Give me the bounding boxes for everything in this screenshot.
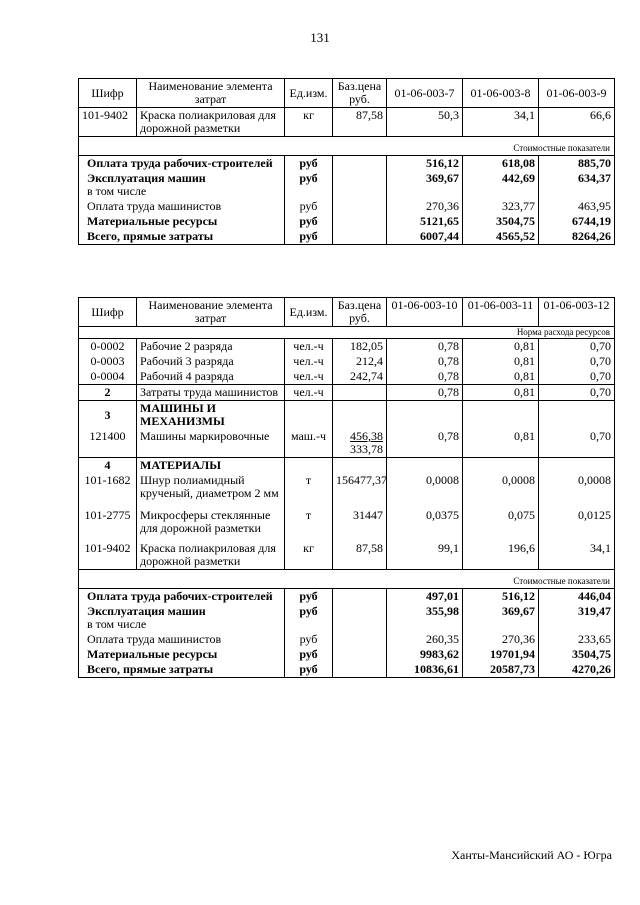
cell-value: 0,70: [539, 385, 615, 401]
header-cell: 01-06-003-8: [463, 79, 539, 108]
section-label: Стоимостные показатели: [79, 570, 615, 589]
summary-value: 442,69: [463, 171, 539, 199]
cell-name: Машины маркировочные: [137, 429, 285, 458]
cell-value: 0,81: [463, 369, 539, 385]
header-cell: Баз.цена руб.: [333, 298, 387, 327]
summary-row: [79, 604, 615, 632]
cell-code: 0-0003: [79, 354, 137, 369]
cell-value: 50,3: [387, 108, 463, 137]
page-number: 131: [310, 30, 330, 45]
cell-code: 0-0004: [79, 369, 137, 385]
section-number: 3: [79, 401, 137, 430]
summary-row: [79, 156, 615, 172]
summary-value: 369,67: [463, 604, 539, 632]
page-footer: Ханты-Мансийский АО - Югра: [451, 848, 612, 862]
summary-row: [79, 171, 615, 199]
section-header: [79, 137, 615, 156]
summary-value: 6744,19: [539, 214, 615, 229]
summary-value: 355,98: [387, 604, 463, 632]
summary-unit: руб: [285, 229, 333, 245]
cell-unit: чел.-ч: [285, 385, 333, 401]
summary-name: Оплата труда рабочих-строителей: [79, 156, 285, 172]
cell-price: 31447: [333, 501, 387, 536]
table-row: [79, 536, 615, 570]
summary-value: 369,67: [387, 171, 463, 199]
cell-unit: чел.-ч: [285, 354, 333, 369]
header-cell: Баз.цена руб.: [333, 79, 387, 108]
table-row: [79, 458, 615, 474]
summary-value: 463,95: [539, 199, 615, 214]
summary-row: [79, 589, 615, 605]
header-cell: Ед.изм.: [285, 79, 333, 108]
cell-price-alt: 333,78: [350, 442, 383, 456]
table-row: [79, 354, 615, 369]
table-row: [79, 401, 615, 430]
summary-unit: руб: [285, 199, 333, 214]
summary-value: 4565,52: [463, 229, 539, 245]
summary-value: 270,36: [463, 632, 539, 647]
table-row: [79, 429, 615, 458]
cell-value: 0,78: [387, 369, 463, 385]
header-cell: Наименование элемента затрат: [137, 79, 285, 108]
cell-name: Затраты труда машинистов: [137, 385, 285, 401]
header-cell: Наименование элемента затрат: [137, 298, 285, 327]
summary-value: 3504,75: [463, 214, 539, 229]
summary-name: Всего, прямые затраты: [79, 229, 285, 245]
cell-code: 121400: [79, 429, 137, 458]
cell-price: 456,38: [350, 429, 383, 443]
cell-name: Рабочий 3 разряда: [137, 354, 285, 369]
summary-value: 3504,75: [539, 647, 615, 662]
cell-code: 101-9402: [79, 536, 137, 570]
table-row: [79, 369, 615, 385]
cell-name: Рабочий 4 разряда: [137, 369, 285, 385]
summary-value: 4270,26: [539, 662, 615, 678]
cell-value: 0,81: [463, 429, 539, 458]
section-number: 4: [79, 458, 137, 474]
cell-name: Рабочие 2 разряда: [137, 339, 285, 355]
cell-value: 0,81: [463, 354, 539, 369]
cell-code: 101-2775: [79, 501, 137, 536]
summary-value: 516,12: [387, 156, 463, 172]
header-cell: Шифр: [79, 298, 137, 327]
cell-price: 156477,37: [333, 473, 387, 501]
cell-value: 34,1: [463, 108, 539, 137]
cell-value: 0,0008: [539, 473, 615, 501]
summary-note: в том числе: [87, 184, 147, 198]
cell-unit: т: [285, 501, 333, 536]
cell-code: 101-1682: [79, 473, 137, 501]
summary-name: Всего, прямые затраты: [79, 662, 285, 678]
norm-label: Норма расхода ресурсов: [79, 327, 615, 339]
summary-value: 8264,26: [539, 229, 615, 245]
summary-value: 19701,94: [463, 647, 539, 662]
summary-value: 233,65: [539, 632, 615, 647]
table-row: [79, 339, 615, 355]
cell-value: 66,6: [539, 108, 615, 137]
summary-name: Оплата труда машинистов: [79, 199, 285, 214]
header-cell: 01-06-003-12: [539, 298, 615, 327]
cell-unit: кг: [285, 536, 333, 570]
cell-unit: кг: [285, 108, 333, 137]
cell-value: 0,70: [539, 354, 615, 369]
summary-row: [79, 229, 615, 245]
summary-value: 634,37: [539, 171, 615, 199]
cell-name: Микросферы стеклянные для дорожной разметки: [137, 501, 285, 536]
summary-value: 9983,62: [387, 647, 463, 662]
summary-note: в том числе: [87, 617, 147, 631]
cell-value: 0,78: [387, 429, 463, 458]
cell-name: Шнур полиамидный крученый, диаметром 2 мм: [137, 473, 285, 501]
summary-value: 270,36: [387, 199, 463, 214]
summary-row: [79, 214, 615, 229]
summary-unit: руб: [285, 662, 333, 678]
header-cell: Шифр: [79, 79, 137, 108]
summary-value: 5121,65: [387, 214, 463, 229]
summary-name: Эксплуатация машин: [87, 604, 206, 618]
summary-value: 446,04: [539, 589, 615, 605]
cell-value: 0,0375: [387, 501, 463, 536]
summary-value: 618,08: [463, 156, 539, 172]
cell-value: 0,0008: [387, 473, 463, 501]
summary-value: 323,77: [463, 199, 539, 214]
section-title: МАТЕРИАЛЫ: [137, 458, 285, 474]
table-row: [79, 501, 615, 536]
summary-value: 260,35: [387, 632, 463, 647]
cell-value: 0,70: [539, 429, 615, 458]
header-cell: 01-06-003-7: [387, 79, 463, 108]
header-cell: Ед.изм.: [285, 298, 333, 327]
cell-price: 242,74: [333, 369, 387, 385]
summary-unit: руб: [285, 604, 333, 632]
section-header: [79, 327, 615, 339]
summary-unit: руб: [285, 647, 333, 662]
header-cell: 01-06-003-11: [463, 298, 539, 327]
header-cell: 01-06-003-10: [387, 298, 463, 327]
cell-code: 0-0002: [79, 339, 137, 355]
summary-unit: руб: [285, 589, 333, 605]
cell-unit: маш.-ч: [285, 429, 333, 458]
header-cell: 01-06-003-9: [539, 79, 615, 108]
summary-name: Материальные ресурсы: [79, 214, 285, 229]
summary-unit: руб: [285, 156, 333, 172]
cell-value: 34,1: [539, 536, 615, 570]
section-header: [79, 570, 615, 589]
summary-name: Оплата труда рабочих-строителей: [79, 589, 285, 605]
cell-name: Краска полиакриловая для дорожной разметки: [137, 536, 285, 570]
cell-value: 0,0125: [539, 501, 615, 536]
cell-name: Краска полиакриловая для дорожной разметки: [137, 108, 285, 137]
summary-value: 516,12: [463, 589, 539, 605]
cell-value: 0,0008: [463, 473, 539, 501]
cell-value: 0,78: [387, 385, 463, 401]
summary-row: [79, 662, 615, 678]
cell-unit: чел.-ч: [285, 339, 333, 355]
summary-value: 20587,73: [463, 662, 539, 678]
summary-value: 6007,44: [387, 229, 463, 245]
summary-row: [79, 199, 615, 214]
cell-value: 0,78: [387, 354, 463, 369]
cell-value: 0,70: [539, 339, 615, 355]
cell-value: 0,70: [539, 369, 615, 385]
cost-table-2: [78, 297, 615, 678]
summary-row: [79, 647, 615, 662]
cell-code: 2: [79, 385, 137, 401]
cell-code: 101-9402: [79, 108, 137, 137]
summary-value: 10836,61: [387, 662, 463, 678]
cell-value: 196,6: [463, 536, 539, 570]
summary-value: 319,47: [539, 604, 615, 632]
table-row: [79, 108, 615, 137]
table-header: [79, 298, 615, 327]
cell-value: 0,81: [463, 339, 539, 355]
section-title: МАШИНЫ И МЕХАНИЗМЫ: [137, 401, 285, 430]
cell-price: 87,58: [333, 536, 387, 570]
cell-unit: т: [285, 473, 333, 501]
table-row: [79, 385, 615, 401]
cell-value: 0,78: [387, 339, 463, 355]
cost-table-1: [78, 78, 615, 245]
cell-value: 99,1: [387, 536, 463, 570]
cell-price: 212,4: [333, 354, 387, 369]
summary-row: [79, 632, 615, 647]
summary-value: 885,70: [539, 156, 615, 172]
summary-unit: руб: [285, 214, 333, 229]
cell-unit: чел.-ч: [285, 369, 333, 385]
cell-price: 182,05: [333, 339, 387, 355]
summary-name: Материальные ресурсы: [79, 647, 285, 662]
summary-unit: руб: [285, 632, 333, 647]
table-header: [79, 79, 615, 108]
cell-price: 87,58: [333, 108, 387, 137]
summary-unit: руб: [285, 171, 333, 199]
cell-price: [333, 385, 387, 401]
summary-name: Оплата труда машинистов: [79, 632, 285, 647]
summary-value: 497,01: [387, 589, 463, 605]
section-label: Стоимостные показатели: [79, 137, 615, 156]
table-row: [79, 473, 615, 501]
summary-name: Эксплуатация машин: [87, 171, 206, 185]
cell-value: 0,075: [463, 501, 539, 536]
cell-value: 0,81: [463, 385, 539, 401]
